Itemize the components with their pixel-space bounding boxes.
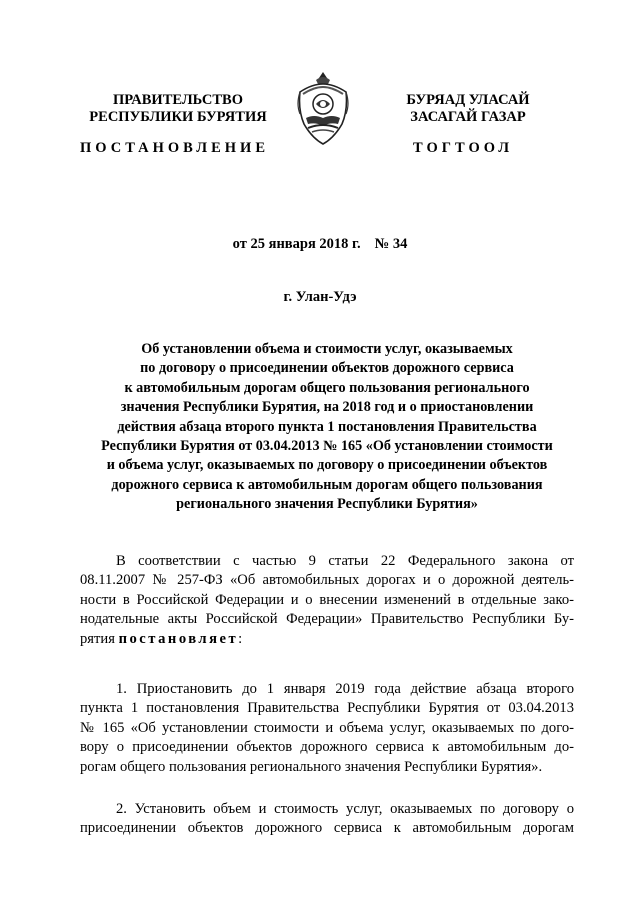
government-name-buryat-line1: БУРЯАД УЛАСАЙ [406,92,530,108]
coat-of-arms-emblem-icon [294,70,352,146]
preamble-colon: : [238,630,243,647]
preamble-last-prefix: рятия [80,630,115,647]
title-line: действия абзаца второго пункта 1 постановления Правительства [117,418,537,435]
city: г. Улан-Удэ [283,289,357,305]
title-line: значения Республики Бурятия, на 2018 год и о приостановлении [120,399,534,416]
government-name-line1: ПРАВИТЕЛЬСТВО [113,92,243,108]
paragraph-line: присоединении объектов дорожного сервиса к автомобильным дорогам [80,820,574,837]
government-name-line2: РЕСПУБЛИКИ БУРЯТИЯ [89,109,267,125]
date-number-line [0,236,640,253]
paragraph-line [80,630,574,649]
document-type-russian: ПОСТАНОВЛЕНИЕ [80,140,270,156]
document-title [80,340,574,515]
title-line: регионального значения Республики Бурятия» [176,496,478,513]
title-line: дорожного сервиса к автомобильным дорогам общего пользования [111,476,543,493]
paragraph-line: В соответствии с частью 9 статьи 22 Федерального закона от [116,553,574,569]
header-right-block [378,92,558,126]
decree-keyword: постановляет [118,630,239,647]
document-type-buryat: ТОГТООЛ [413,140,514,156]
paragraph-line: рогам общего пользования регионального значения Республики Бурятия». [80,758,543,775]
paragraph-line: № 165 «Об установлении стоимости и объема услуг, оказываемых по дого- [80,719,574,736]
clause-1 [80,680,574,777]
paragraph-line: 08.11.2007 № 257-ФЗ «Об автомобильных дорогах и о дорожной деятель- [80,572,574,589]
title-line: Республики Бурятия от 03.04.2013 № 165 «Об установлении стоимости [101,438,553,455]
document-date: от 25 января 2018 г. [232,236,361,252]
government-name-buryat-line2: ЗАСАГАЙ ГАЗАР [410,109,526,125]
paragraph-line: пункта 1 постановления Правительства Республики Бурятия от 03.04.2013 [80,700,574,717]
header-left-block [78,92,278,126]
paragraph-line: 2. Установить объем и стоимость услуг, оказываемых по договору о [116,801,574,817]
title-line: Об установлении объема и стоимости услуг, оказываемых [141,341,513,357]
title-line: к автомобильным дорогам общего пользования регионального [124,379,530,396]
paragraph-line: 1. Приостановить до 1 января 2019 года действие абзаца второго [116,681,574,697]
document-number: № 34 [374,236,408,252]
paragraph-line: вору о присоединении объектов дорожного сервиса к автомобильным до- [80,739,574,756]
paragraph-line: ности в Российской Федерации и о внесении изменений в отдельные зако- [80,591,574,608]
preamble-paragraph [80,552,574,649]
paragraph-line: нодательные акты Российской Федерации» Правительство Республики Бу- [80,611,574,628]
title-line: по договору о присоединении объектов дорожного сервиса [140,360,514,377]
clause-2 [80,800,574,839]
title-line: и объема услуг, оказываемых по договору о присоединении объектов [106,457,548,474]
